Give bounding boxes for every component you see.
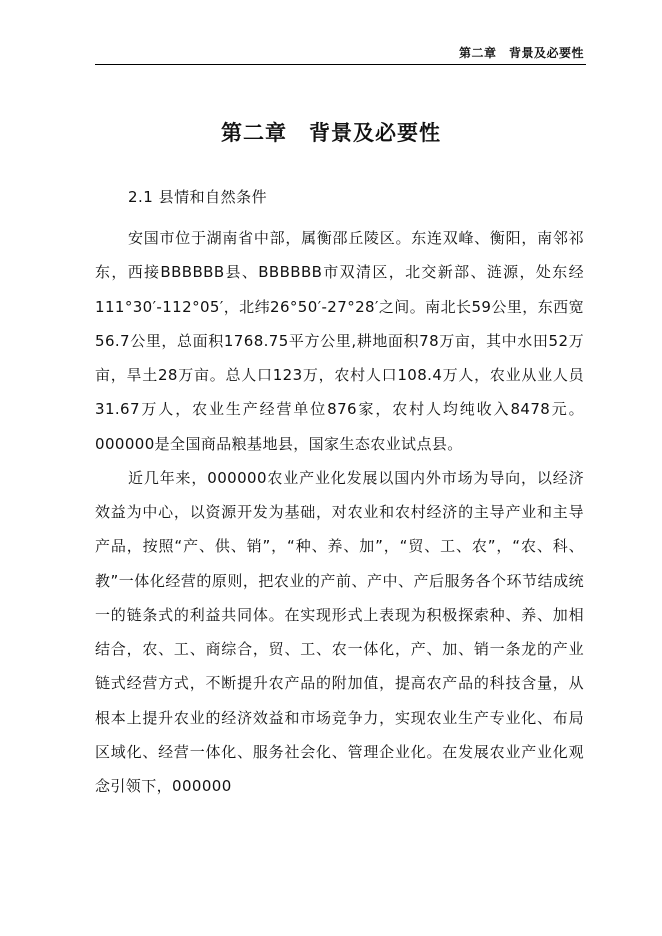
paragraph-agricultural-industrialization: 近几年来，000000农业产业化发展以国内外市场为导向，以经济效益为中心，以资源开发为基础，对农业和农村经济的主导产业和主导产品，按照“产、供、销”，“种、养、加”，“贸、工、农”，“农、科、教”一体化经营的原则，把农业的产前、产中、产后服务各个环节结成统一的链条式的利益共同体。在实现形式上表现为积极探索种、养、加相结合，农、工、商综合，贸、工、农一体化，产、加、销一条龙的产业链式经营方式，不断提升农产品的附加值，提高农产品的科技含量，从根本上提升农业的经济效益和市场竞争力，实现农业生产专业化、布局区域化、经营一体化、服务社会化、管理企业化。在发展农业产业化观念引领下，000000 xyxy=(95,468,584,795)
body-text xyxy=(95,221,584,803)
running-header-title: 第二章 背景及必要性 xyxy=(458,46,584,60)
chapter-title: 第二章 背景及必要性 xyxy=(221,121,441,145)
paragraph-county-overview: 安国市位于湖南省中部，属衡邵丘陵区。东连双峰、衡阳，南邻祁东，西接BBBBBB县、BBBBBB市双清区，北交新部、涟源，处东经111°30′-112°05′，北纬26°50′-27°28′之间。南北长59公里，东西宽56.7公里，总面积1768.75平方公里,耕地面积78万亩，其中水田52万亩，旱土28万亩。总人口123万，农村人口108.4万人，农业从业人员31.67万人，农业生产经营单位876家，农村人均纯收入8478元。000000是全国商品粮基地县，国家生态农业试点县。 xyxy=(95,229,584,453)
header-rule xyxy=(95,64,586,65)
running-header xyxy=(95,44,586,64)
section-heading: 2.1 县情和自然条件 xyxy=(128,188,268,206)
